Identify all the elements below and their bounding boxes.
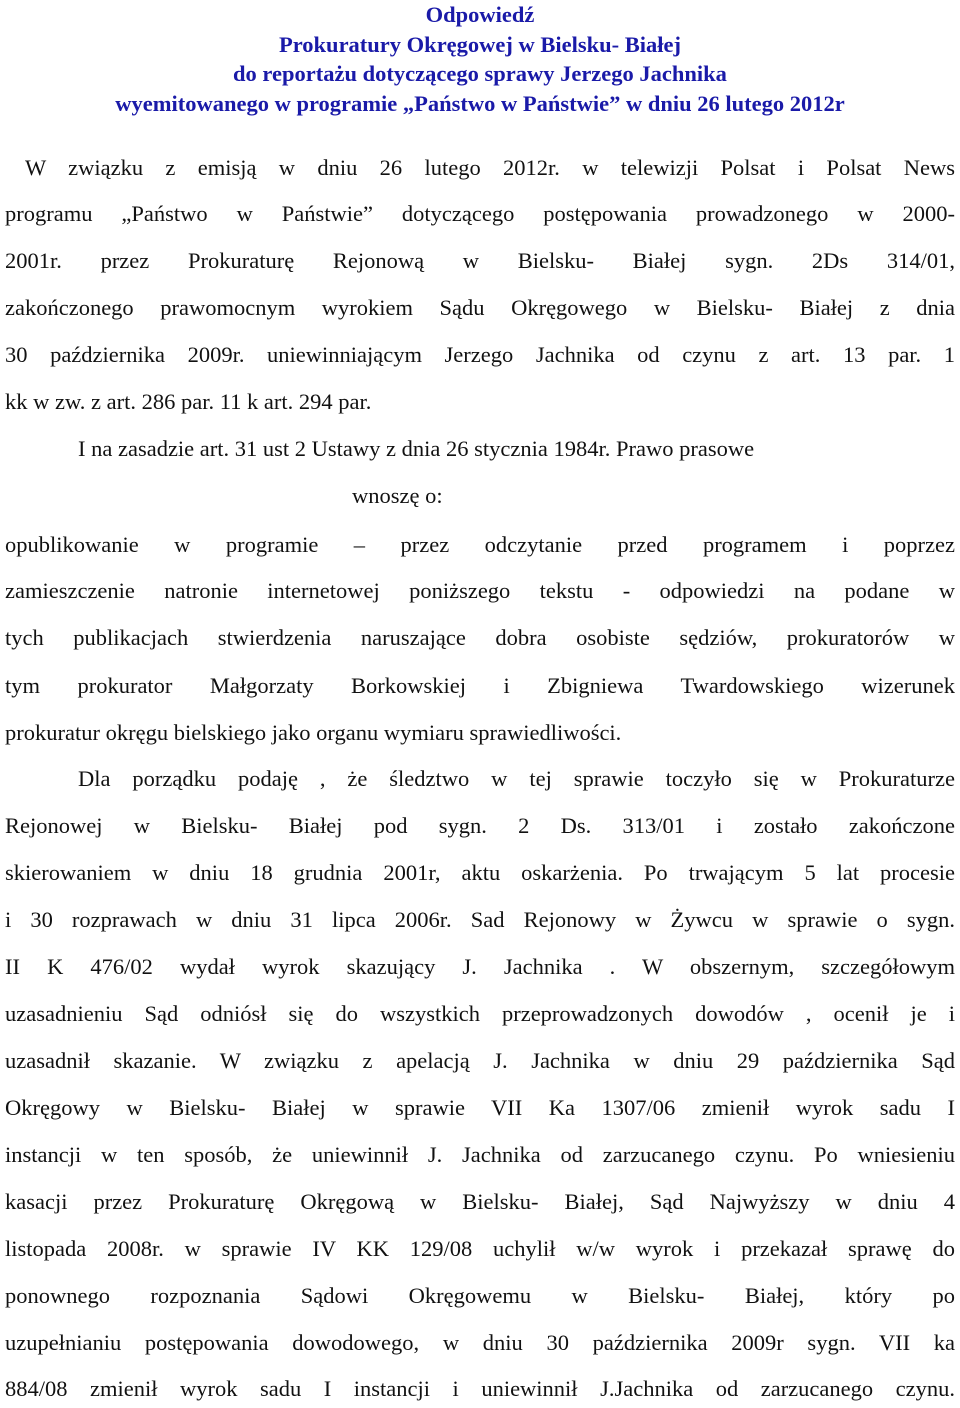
- body-line: zakończonego prawomocnym wyrokiem Sądu Okręgowego w Bielsku- Białej z dnia: [5, 295, 955, 320]
- body-line: wnoszę o:: [352, 483, 443, 508]
- body-line: Okręgowy w Bielsku- Białej w sprawie VII Ka 1307/06 zmienił wyrok sadu I: [5, 1095, 955, 1120]
- body-line: W związku z emisją w dniu 26 lutego 2012r. w telewizji Polsat i Polsat News: [25, 155, 955, 180]
- body-line: 884/08 zmienił wyrok sadu I instancji i uniewinnił J.Jachnika od zarzucanego czynu.: [5, 1376, 955, 1401]
- body-line: kasacji przez Prokuraturę Okręgową w Bielsku- Białej, Sąd Najwyższy w dniu 4: [5, 1189, 955, 1214]
- body-line: zamieszczenie natronie internetowej poniższego tekstu - odpowiedzi na podane w: [5, 578, 955, 603]
- document-heading: [0, 0, 960, 118]
- body-line: uzupełnianiu postępowania dowodowego, w dniu 30 października 2009r sygn. VII ka: [5, 1330, 955, 1355]
- body-line: 30 października 2009r. uniewinniającym Jerzego Jachnika od czynu z art. 13 par. 1: [5, 342, 955, 367]
- body-line: II K 476/02 wydał wyrok skazujący J. Jachnika . W obszernym, szczegółowym: [5, 954, 955, 979]
- body-line: kk w zw. z art. 286 par. 11 k art. 294 par.: [5, 389, 372, 414]
- body-line: tym prokurator Małgorzaty Borkowskiej i Zbigniewa Twardowskiego wizerunek: [5, 673, 955, 698]
- heading-line-1: Odpowiedź: [425, 2, 535, 27]
- body-line: ponownego rozpoznania Sądowi Okręgowemu w Bielsku- Białej, który po: [5, 1283, 955, 1308]
- body-line: 2001r. przez Prokuraturę Rejonową w Bielsku- Białej sygn. 2Ds 314/01,: [5, 248, 955, 273]
- heading-line-3: do reportażu dotyczącego sprawy Jerzego Jachnika: [233, 61, 727, 86]
- heading-line-4: wyemitowanego w programie „Państwo w Państwie” w dniu 26 lutego 2012r: [115, 90, 845, 116]
- body-line: I na zasadzie art. 31 ust 2 Ustawy z dnia 26 stycznia 1984r. Prawo prasowe: [78, 436, 755, 461]
- body-line: programu „Państwo w Państwie” dotyczącego postępowania prowadzonego w 2000-: [5, 201, 955, 226]
- body-line: opublikowanie w programie – przez odczytanie przed programem i poprzez: [5, 532, 955, 557]
- body-line: prokuratur okręgu bielskiego jako organu wymiaru sprawiedliwości.: [5, 720, 622, 745]
- body-line: Rejonowej w Bielsku- Białej pod sygn. 2 Ds. 313/01 i zostało zakończone: [5, 813, 955, 838]
- body-line: listopada 2008r. w sprawie IV KK 129/08 uchylił w/w wyrok i przekazał sprawę do: [5, 1236, 955, 1261]
- body-line: uzasadnieniu Sąd odniósł się do wszystkich przeprowadzonych dowodów , ocenił je i: [5, 1001, 955, 1026]
- heading-line-2: Prokuratury Okręgowej w Bielsku- Białej: [278, 31, 682, 57]
- body-line: i 30 rozprawach w dniu 31 lipca 2006r. Sad Rejonowy w Żywcu w sprawie o sygn.: [5, 907, 955, 932]
- body-line: Dla porządku podaję , że śledztwo w tej sprawie toczyło się w Prokuraturze: [78, 766, 955, 791]
- body-line: tych publikacjach stwierdzenia naruszające dobra osobiste sędziów, prokuratorów w: [5, 625, 955, 650]
- body-line: skierowaniem w dniu 18 grudnia 2001r, aktu oskarżenia. Po trwającym 5 lat procesie: [5, 860, 955, 885]
- body-line: uzasadnił skazanie. W związku z apelacją J. Jachnika w dniu 29 października Sąd: [5, 1048, 955, 1073]
- body-line: instancji w ten sposób, że uniewinnił J. Jachnika od zarzucanego czynu. Po wniesieniu: [5, 1142, 955, 1167]
